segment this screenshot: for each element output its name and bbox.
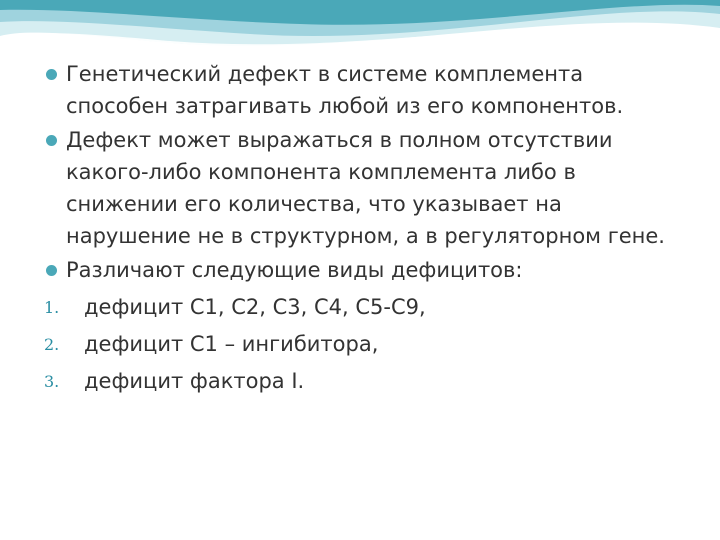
numbered-text: дефицит фактора I. — [84, 369, 305, 393]
item-number: 1. — [44, 298, 60, 317]
numbered-item — [0, 328, 720, 360]
slide-content — [0, 58, 720, 397]
bullet-text: Различают следующие виды дефицитов: — [66, 258, 523, 282]
numbered-item — [0, 365, 720, 397]
header-wave-decoration — [0, 0, 720, 60]
bullet-dot-icon — [46, 265, 57, 276]
bullet-item — [0, 254, 720, 286]
bullet-text: Дефект может выражаться в полном отсутствии какого-либо компонента комплемента либо в снижении его количества, что указывает на нарушение не в структурном, а в регуляторном гене. — [66, 128, 665, 248]
item-number: 2. — [44, 335, 60, 354]
bullet-text: Генетический дефект в системе комплемента способен затрагивать любой из его компонентов. — [66, 62, 624, 118]
numbered-item — [0, 291, 720, 323]
item-number: 3. — [44, 372, 60, 391]
bullet-item — [0, 124, 720, 252]
numbered-text: дефицит С1 – ингибитора, — [84, 332, 379, 356]
bullet-dot-icon — [46, 69, 57, 80]
bullet-dot-icon — [46, 135, 57, 146]
bullet-item — [0, 58, 720, 122]
numbered-text: дефицит С1, С2, С3, С4, С5-С9, — [84, 295, 426, 319]
